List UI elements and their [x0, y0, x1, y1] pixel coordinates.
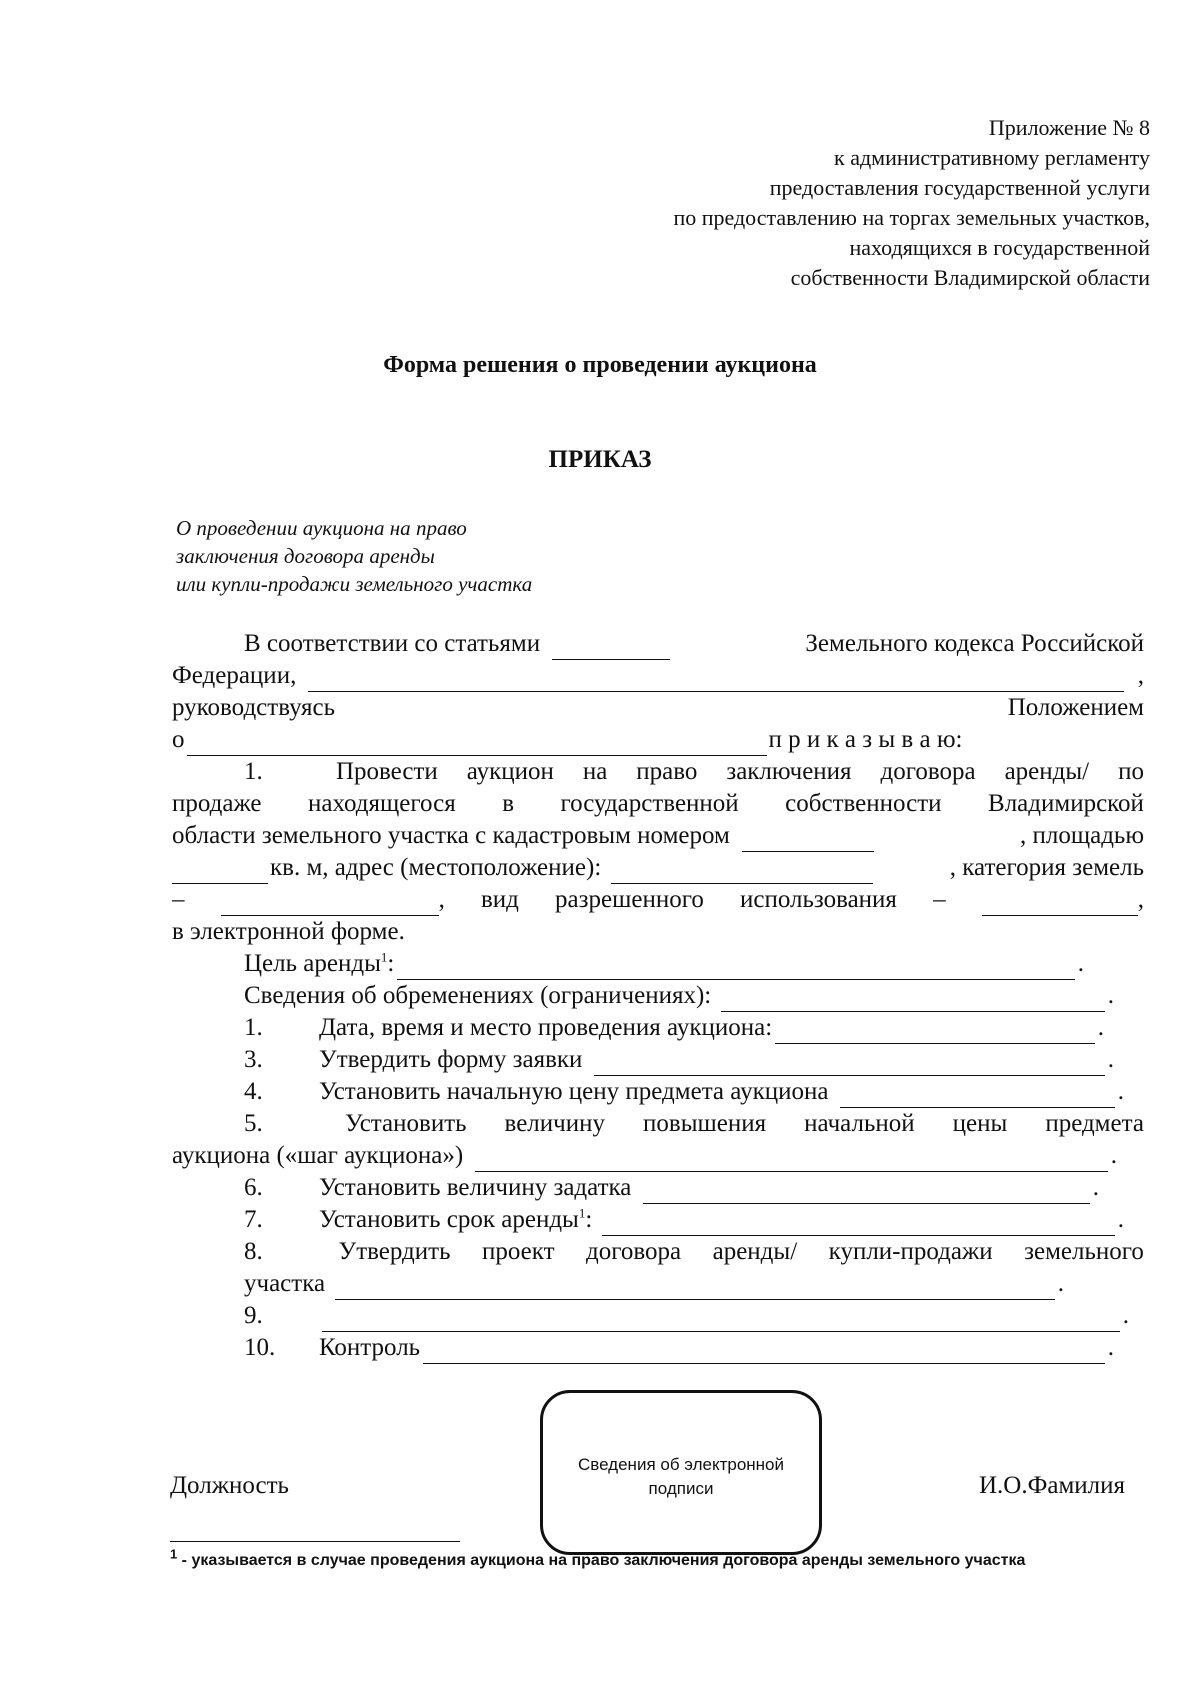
text: : — [585, 1206, 593, 1233]
text: Положением — [1007, 694, 1144, 721]
text: . — [1107, 1334, 1114, 1361]
item-step-line2 — [172, 1140, 1117, 1172]
text: Федерации, — [172, 662, 297, 689]
text: договора — [880, 758, 976, 785]
subject-word: аукциона — [302, 516, 385, 540]
text: . — [1107, 1046, 1114, 1073]
signature-info-line: подписи — [648, 1479, 714, 1498]
text: цены — [952, 1110, 1008, 1137]
header-line: предоставления государственной услуги — [769, 175, 1150, 200]
regulation-blank[interactable] — [187, 731, 767, 756]
goal-line — [172, 948, 1084, 980]
text: заключения — [726, 758, 852, 785]
contract-draft-blank[interactable] — [335, 1275, 1055, 1300]
item-number: 4. — [244, 1078, 263, 1105]
text: Установить срок аренды — [319, 1206, 579, 1233]
item-number: 1. — [244, 758, 263, 785]
text: . — [1077, 950, 1084, 977]
text: находящегося — [308, 790, 456, 817]
text: – — [172, 886, 185, 913]
footnote-ref: 1 — [380, 949, 388, 965]
text: Сведения об обременениях (ограничениях): — [244, 982, 712, 1009]
para-federation — [172, 660, 1144, 692]
item-number: 10. — [244, 1334, 276, 1361]
header-line: находящихся в государственной — [849, 235, 1150, 260]
text: Утвердить — [338, 1238, 451, 1265]
application-form-blank[interactable] — [594, 1051, 1104, 1076]
item-price — [172, 1076, 1124, 1108]
text: продаже — [172, 790, 262, 817]
electronic-signature-box — [540, 1390, 822, 1555]
footnote-separator — [170, 1541, 460, 1542]
item1-line4 — [172, 852, 1144, 884]
text: , — [1137, 886, 1144, 913]
text: начальной — [804, 1110, 915, 1137]
order-title: ПРИКАЗ — [548, 446, 652, 473]
text: Цель аренды — [244, 950, 381, 977]
lease-term-blank[interactable] — [602, 1211, 1114, 1236]
text: . — [1057, 1270, 1064, 1297]
auction-date-blank[interactable] — [775, 1019, 1095, 1044]
land-category-blank[interactable] — [221, 891, 439, 916]
deposit-blank[interactable] — [643, 1179, 1089, 1204]
text: , категория земель — [949, 854, 1144, 881]
land-category-group — [221, 884, 445, 916]
text: п р и к а з ы в а ю: — [768, 726, 963, 753]
text: проект — [481, 1238, 555, 1265]
goal-label — [244, 948, 394, 980]
text: Утвердить форму заявки — [319, 1046, 583, 1073]
footnote-ref: 1 — [578, 1205, 586, 1221]
text: аренды/ — [712, 1238, 798, 1265]
item-deposit — [172, 1172, 1099, 1204]
text: : — [387, 950, 395, 977]
subject-word: на — [389, 516, 411, 540]
item-step-line1 — [172, 1108, 1144, 1140]
text: . — [1122, 1302, 1129, 1329]
text: Дата, время и место проведения аукциона: — [319, 1014, 773, 1041]
text: Провести — [335, 758, 438, 785]
lease-goal-blank[interactable] — [397, 955, 1074, 980]
signature-info-line: Сведения об электронной — [577, 1455, 785, 1474]
order-body — [172, 628, 1144, 1364]
text: , — [438, 886, 445, 913]
text: использования — [739, 886, 897, 913]
item-number: 8. — [244, 1238, 263, 1265]
text: государственной — [560, 790, 739, 817]
articles-blank[interactable] — [552, 635, 670, 660]
text: кв. м, адрес (местоположение): — [270, 854, 602, 881]
text: на — [582, 758, 608, 785]
text: . — [1107, 982, 1114, 1009]
header-line: к административному регламенту — [834, 145, 1150, 170]
start-price-blank[interactable] — [840, 1083, 1114, 1108]
text: аукциона («шаг аукциона») — [172, 1142, 464, 1169]
text: аренды/ — [1004, 758, 1090, 785]
item-9 — [172, 1300, 1129, 1332]
header-line: по предоставлению на торгах земельных участков, — [673, 205, 1150, 230]
item-form — [172, 1044, 1114, 1076]
permitted-use-blank[interactable] — [982, 891, 1138, 916]
item-contract-line2 — [172, 1268, 1064, 1300]
text: разрешенного — [555, 886, 704, 913]
subject-word: О — [176, 516, 192, 540]
footnote — [170, 1546, 1026, 1570]
text: . — [1110, 1142, 1117, 1169]
text: Установить начальную цену предмета аукциона — [319, 1078, 829, 1105]
text: величину — [504, 1110, 605, 1137]
subject-word: заключения — [176, 544, 279, 568]
text: В соответствии со статьями — [244, 630, 541, 657]
item1-line6: в электронной форме. — [172, 918, 405, 945]
encumbrance-line — [172, 980, 1114, 1012]
text: Контроль — [319, 1334, 421, 1361]
item-contract-line1 — [172, 1236, 1144, 1268]
text: по — [1118, 758, 1144, 785]
text: право — [636, 758, 698, 785]
item1-line1 — [172, 756, 1144, 788]
permitted-use-group — [982, 884, 1144, 916]
text: , — [1137, 662, 1144, 689]
footnote-mark: 1 — [170, 1546, 178, 1562]
auction-step-blank[interactable] — [475, 1147, 1108, 1172]
subject-line-3: или купли-продажи земельного участка — [176, 572, 533, 596]
text: . — [1092, 1174, 1099, 1201]
text: повышения — [643, 1110, 767, 1137]
term-label — [319, 1204, 592, 1236]
header-line: собственности Владимирской области — [790, 265, 1150, 290]
text: договора — [586, 1238, 682, 1265]
item-number: 1. — [244, 1014, 263, 1041]
text: области земельного участка с кадастровым номером — [172, 822, 730, 849]
encumbrance-blank[interactable] — [721, 987, 1105, 1012]
text: вид — [481, 886, 519, 913]
area-blank[interactable] — [172, 859, 268, 884]
text: Установить — [345, 1110, 467, 1137]
text: Земельного кодекса Российской — [805, 630, 1144, 657]
text: участка — [244, 1270, 326, 1297]
signer-name: И.О.Фамилия — [978, 1472, 1125, 1499]
text: предмета — [1045, 1110, 1144, 1137]
order-subject — [176, 514, 594, 598]
item-number: 5. — [244, 1110, 263, 1137]
text: купли-продажи — [828, 1238, 993, 1265]
item1-line5 — [172, 884, 1144, 916]
item-9-blank[interactable] — [322, 1307, 1120, 1332]
text: . — [1097, 1014, 1104, 1041]
federation-blank[interactable] — [308, 667, 1123, 692]
text: . — [1117, 1206, 1124, 1233]
item-number: 7. — [244, 1206, 263, 1233]
signer-position: Должность — [170, 1472, 289, 1499]
header-line: Приложение № 8 — [988, 115, 1150, 140]
subject-word: аренды — [369, 544, 435, 568]
text: – — [933, 886, 946, 913]
item-control — [172, 1332, 1114, 1364]
text: , площадью — [1020, 822, 1144, 849]
subject-word: право — [415, 516, 467, 540]
para-articles — [172, 628, 1144, 660]
para-order — [172, 724, 1144, 756]
subject-word: проведении — [196, 516, 298, 540]
item-number: 9. — [244, 1302, 263, 1329]
text: Установить величину задатка — [319, 1174, 632, 1201]
text: собственности — [785, 790, 942, 817]
item-number: 3. — [244, 1046, 263, 1073]
address-blank[interactable] — [611, 859, 873, 884]
text: о — [172, 726, 185, 753]
item1-line2 — [172, 788, 1144, 820]
appendix-header — [673, 113, 1150, 293]
footnote-text: - указывается в случае проведения аукциона на право заключения договора аренды земельного участка — [177, 1552, 1026, 1569]
text: земельного — [1024, 1238, 1144, 1265]
item-term — [172, 1204, 1124, 1236]
signature-info — [543, 1453, 819, 1501]
cadastral-number-blank[interactable] — [742, 827, 874, 852]
subject-line-1 — [176, 514, 594, 542]
item-date — [172, 1012, 1104, 1044]
item-number: 6. — [244, 1174, 263, 1201]
subject-word: договора — [283, 544, 365, 568]
subject-line-2 — [176, 542, 594, 570]
text: руководствуясь — [172, 694, 336, 721]
para-guided — [172, 692, 1144, 724]
text: . — [1117, 1078, 1124, 1105]
form-title: Форма решения о проведении аукциона — [383, 352, 817, 378]
text: Владимирской — [988, 790, 1144, 817]
text: в — [502, 790, 515, 817]
control-blank[interactable] — [423, 1339, 1105, 1364]
item1-line3 — [172, 820, 1144, 852]
text: аукцион — [466, 758, 554, 785]
